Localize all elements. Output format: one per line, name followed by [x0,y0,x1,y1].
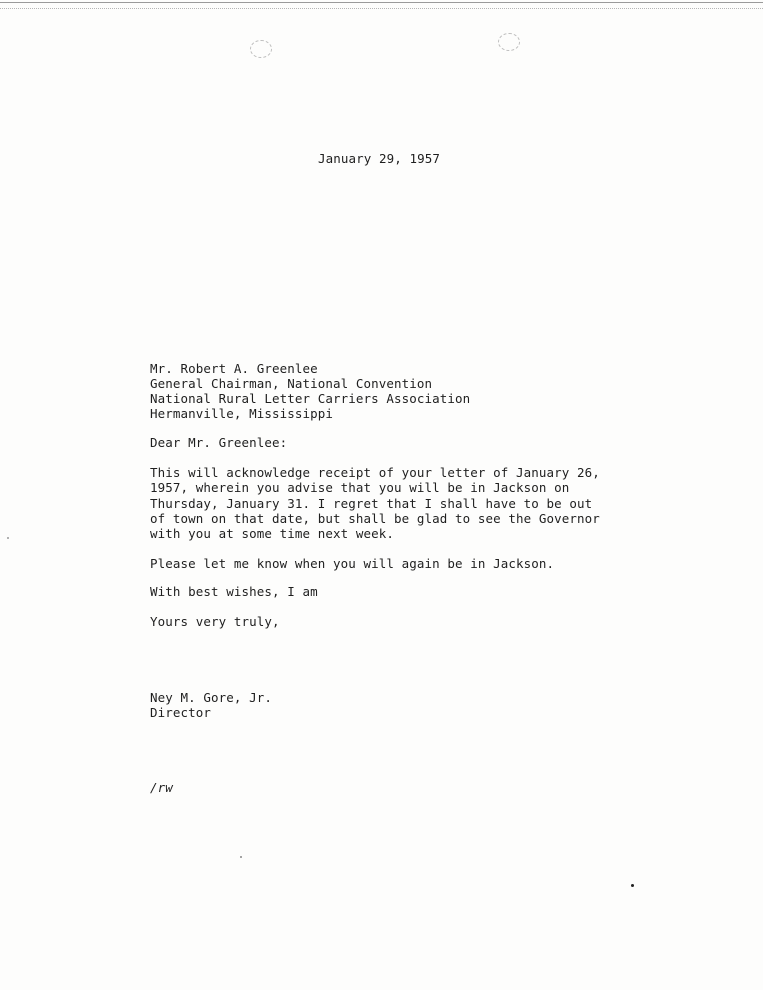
signatory-title: Director [150,705,212,720]
top-edge-rule [0,2,763,3]
body-line: with you at some time next week. [150,526,395,541]
salutation: Dear Mr. Greenlee: [150,435,288,450]
ink-speck [240,856,242,858]
typist-initials: /rw [150,780,173,795]
recipient-title: General Chairman, National Convention [150,376,433,391]
ink-speck [7,537,9,539]
body-line: of town on that date, but shall be glad to see the Governor [150,511,600,526]
recipient-location: Hermanville, Mississippi [150,406,334,421]
letter-date: January 29, 1957 [318,151,441,166]
punch-hole-mark-left [250,40,272,58]
body-paragraph-2: Please let me know when you will again be in Jackson. [150,556,555,571]
top-edge-shadow [0,8,763,9]
body-paragraph-3: With best wishes, I am [150,584,318,599]
recipient-name: Mr. Robert A. Greenlee [150,361,318,376]
recipient-organization: National Rural Letter Carriers Association [150,391,471,406]
body-line: Thursday, January 31. I regret that I shall have to be out [150,496,593,511]
ink-speck [631,884,634,887]
punch-hole-mark-right [498,33,520,51]
complimentary-closing: Yours very truly, [150,614,280,629]
signatory-name: Ney M. Gore, Jr. [150,690,273,705]
body-line: 1957, wherein you advise that you will be in Jackson on [150,480,570,495]
body-line: This will acknowledge receipt of your letter of January 26, [150,465,600,480]
